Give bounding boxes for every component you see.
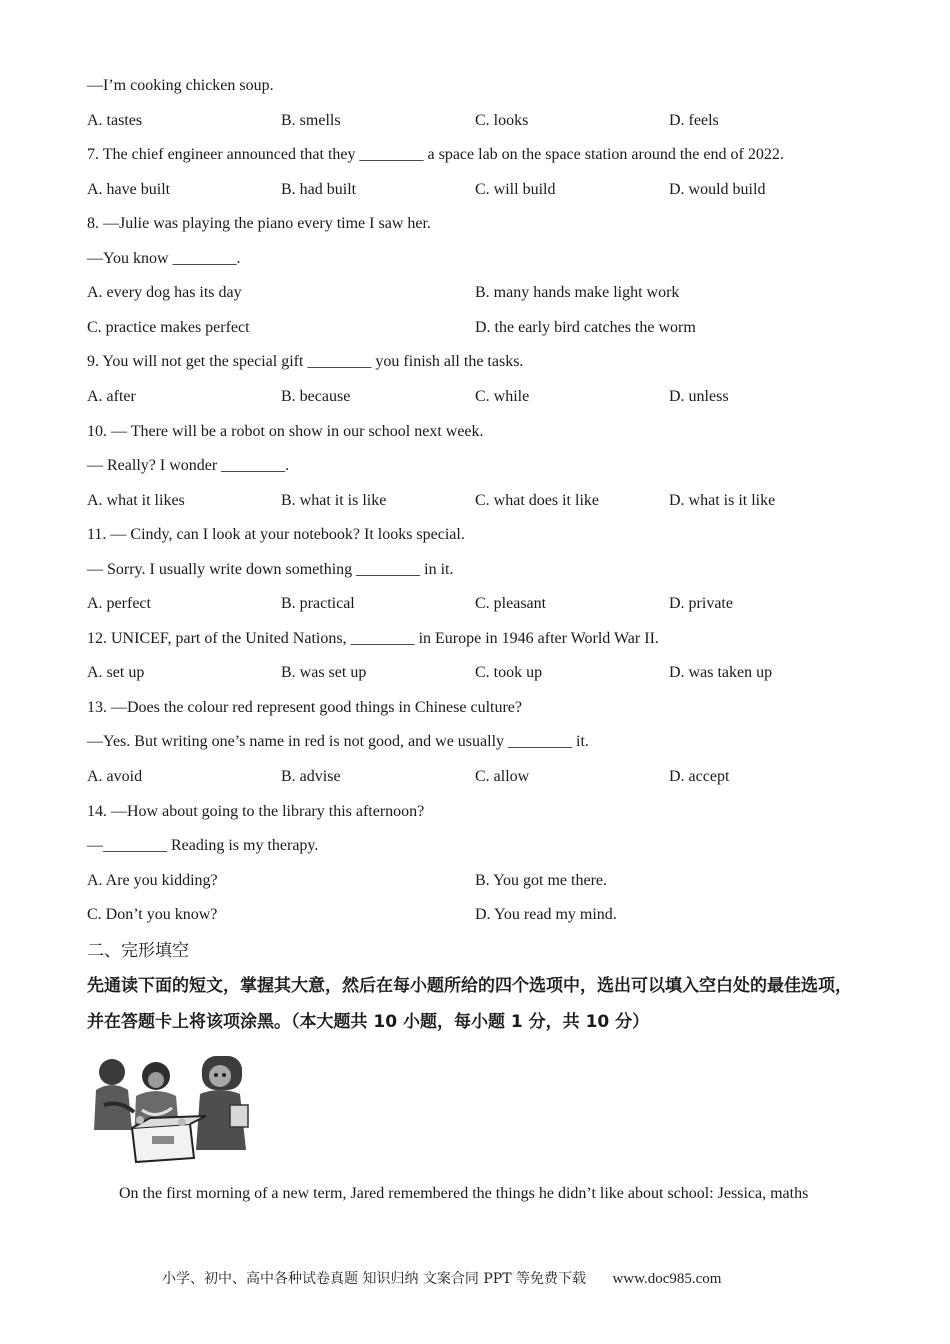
q14-option-a: A. Are you kidding?: [87, 872, 218, 889]
q12-option-a: A. set up: [87, 664, 145, 681]
q11-option-b: B. practical: [281, 595, 355, 612]
q14-line2: —________ Reading is my therapy.: [87, 837, 319, 854]
q7-option-c: C. will build: [475, 181, 556, 198]
q6-option-b: B. smells: [281, 112, 341, 129]
q7-option-d: D. would build: [669, 181, 766, 198]
q13-option-c: C. allow: [475, 768, 530, 785]
q13-line2: —Yes. But writing one’s name in red is not good, and we usually ________ it.: [87, 733, 589, 750]
q10-option-d: D. what is it like: [669, 492, 776, 509]
q8-stem: 8. —Julie was playing the piano every time I saw her.: [87, 215, 431, 232]
q7-option-a: A. have built: [87, 181, 171, 198]
q8-option-b: B. many hands make light work: [475, 284, 680, 301]
q9-option-d: D. unless: [669, 388, 729, 405]
q7-stem: 7. The chief engineer announced that they ________ a space lab on the space station around the end of 2022.: [87, 146, 784, 163]
q10-stem: 10. — There will be a robot on show in our school next week.: [87, 423, 484, 440]
q8-option-c: C. practice makes perfect: [87, 319, 250, 336]
q13-option-a: A. avoid: [87, 768, 143, 785]
q12-option-d: D. was taken up: [669, 664, 773, 681]
q6-option-c: C. looks: [475, 112, 529, 129]
q12-option-c: C. took up: [475, 664, 543, 681]
q12-option-b: B. was set up: [281, 664, 367, 681]
q14-stem: 14. —How about going to the library this afternoon?: [87, 803, 425, 820]
passage-first-line: On the first morning of a new term, Jared remembered the things he didn’t like about school: Jessica, maths: [119, 1185, 809, 1202]
q13-stem: 13. —Does the colour red represent good things in Chinese culture?: [87, 699, 522, 716]
q13-option-b: B. advise: [281, 768, 341, 785]
q14-option-c: C. Don’t you know?: [87, 906, 218, 923]
q12-stem: 12. UNICEF, part of the United Nations, ________ in Europe in 1946 after World War II.: [87, 630, 659, 647]
footer-site: www.doc985.com: [612, 1271, 722, 1287]
q9-stem: 9. You will not get the special gift ________ you finish all the tasks.: [87, 353, 524, 370]
children-illustration: [90, 1050, 255, 1165]
q10-option-c: C. what does it like: [475, 492, 599, 509]
q10-option-b: B. what it is like: [281, 492, 387, 509]
page-footer: [162, 1270, 721, 1288]
q11-option-a: A. perfect: [87, 595, 151, 612]
q13-option-d: D. accept: [669, 768, 730, 785]
footer-text: 小学、初中、高中各种试卷真题 知识归纳 文案合同 PPT 等免费下载: [162, 1271, 586, 1287]
section-instructions: 先通读下面的短文，掌握其大意，然后在每小题所给的四个选项中，选出可以填入空白处的最佳选项，并在答题卡上将该项涂黑。（本大题共 10 小题，每小题 1 分，共 10 分）: [87, 976, 852, 1032]
q7-option-b: B. had built: [281, 181, 357, 198]
q6-option-d: D. feels: [669, 112, 719, 129]
q11-option-d: D. private: [669, 595, 733, 612]
q10-option-a: A. what it likes: [87, 492, 185, 509]
q9-option-b: B. because: [281, 388, 351, 405]
q11-stem: 11. — Cindy, can I look at your notebook? It looks special.: [87, 526, 465, 543]
q11-line2: — Sorry. I usually write down something ________ in it.: [87, 561, 454, 578]
q9-option-a: A. after: [87, 388, 136, 405]
q8-line2: —You know ________.: [87, 250, 241, 267]
q14-option-b: B. You got me there.: [475, 872, 607, 889]
q8-option-a: A. every dog has its day: [87, 284, 242, 301]
q6-answer-line: —I’m cooking chicken soup.: [87, 77, 274, 94]
q14-option-d: D. You read my mind.: [475, 906, 617, 923]
q9-option-c: C. while: [475, 388, 530, 405]
q11-option-c: C. pleasant: [475, 595, 547, 612]
q6-option-a: A. tastes: [87, 112, 143, 129]
q8-option-d: D. the early bird catches the worm: [475, 319, 696, 336]
section-title: 二、完形填空: [87, 941, 189, 961]
q10-line2: — Really? I wonder ________.: [87, 457, 290, 474]
